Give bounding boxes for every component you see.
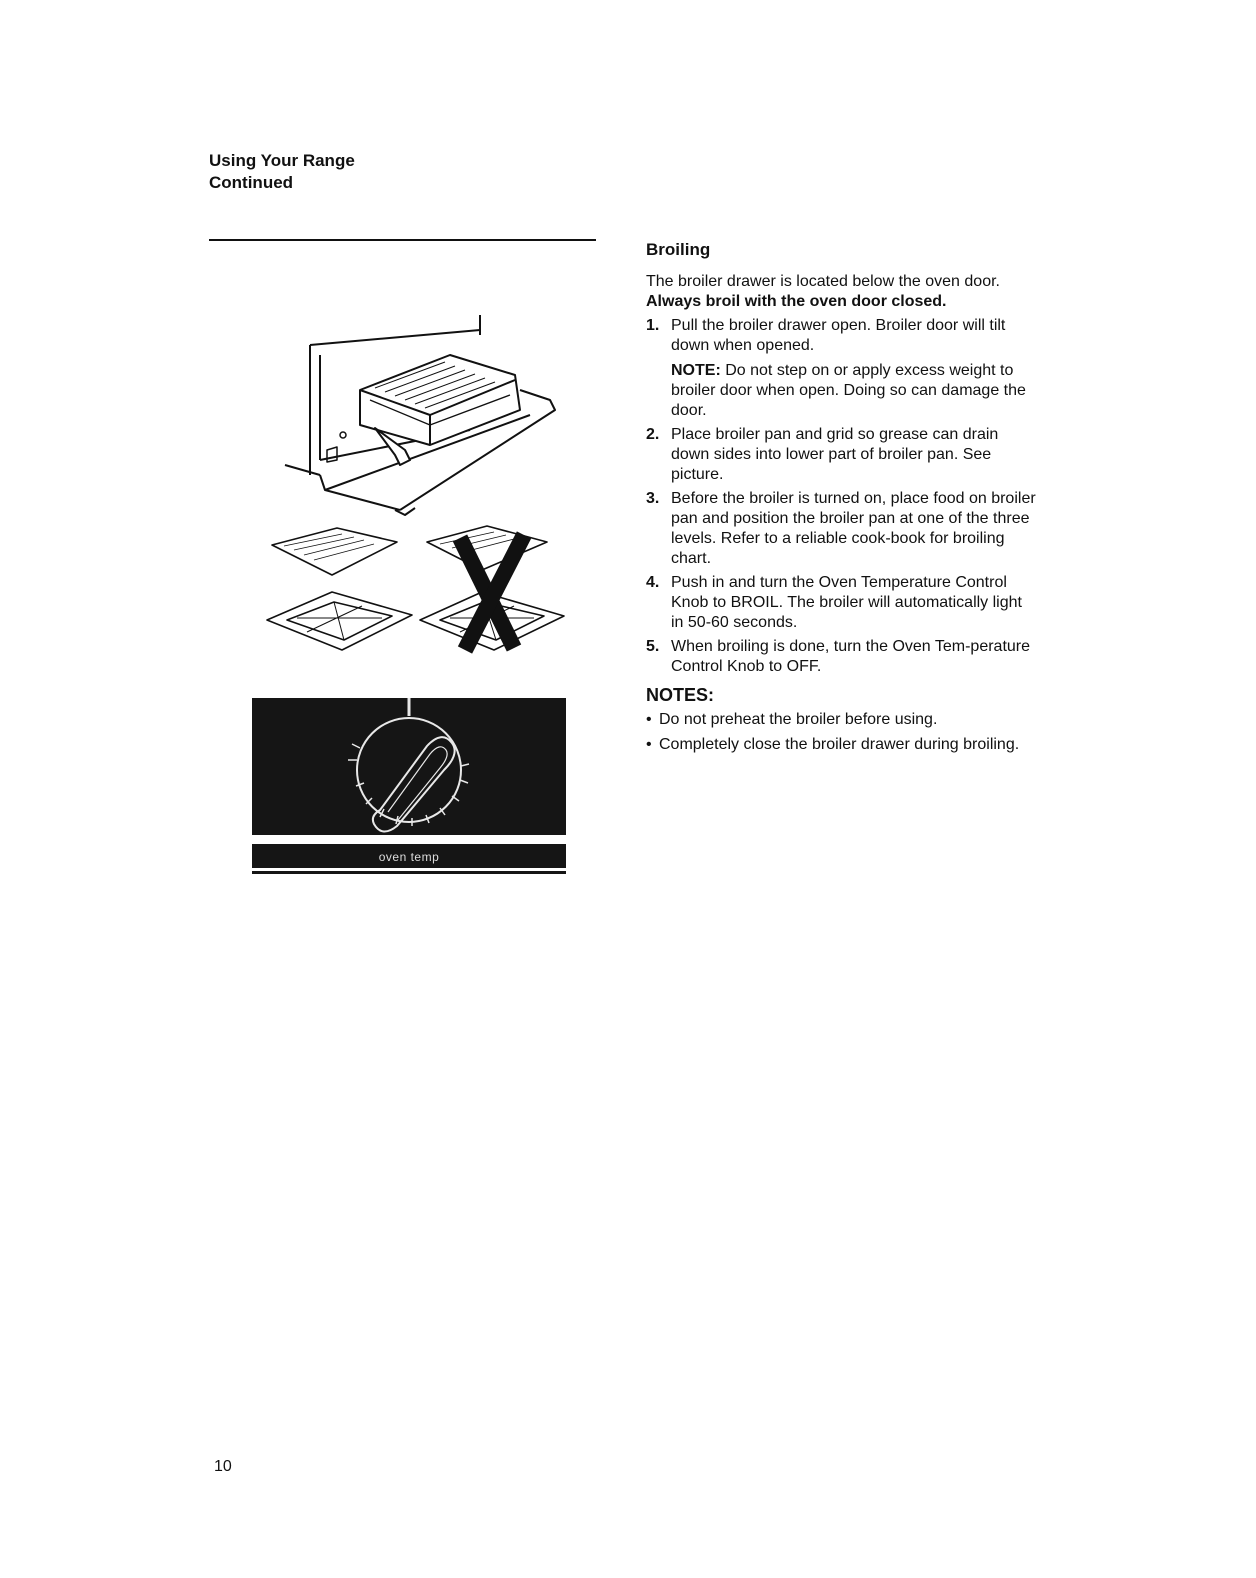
oven-temp-knob-panel bbox=[252, 698, 566, 835]
step-text: Before the broiler is turned on, place food on broiler pan and position the broiler pan at one of the three levels. Refer to a reliable cook-book for broiling chart. bbox=[671, 490, 1036, 567]
list-item bbox=[646, 425, 1038, 485]
oven-temp-knob-icon bbox=[252, 698, 566, 835]
note-label: NOTE: bbox=[671, 362, 721, 379]
step-number: 1. bbox=[646, 317, 660, 334]
header-subtitle: Continued bbox=[209, 173, 294, 192]
bullet-icon: • bbox=[646, 711, 652, 728]
step-text: Place broiler pan and grid so grease can drain down sides into lower part of broiler pan. See picture. bbox=[671, 426, 999, 483]
step-number: 4. bbox=[646, 574, 660, 591]
step-text: Pull the broiler drawer open. Broiler door will tilt down when opened. bbox=[671, 317, 1006, 354]
header-title: Using Your Range bbox=[209, 151, 355, 170]
broiling-section bbox=[646, 238, 1038, 760]
step-number: 2. bbox=[646, 426, 660, 443]
oven-temp-label: oven temp bbox=[252, 844, 566, 868]
intro-paragraph bbox=[646, 272, 1038, 312]
list-item bbox=[646, 637, 1038, 677]
step-number: 3. bbox=[646, 490, 660, 507]
steps-list bbox=[646, 316, 1038, 677]
intro-text: The broiler drawer is located below the oven door. bbox=[646, 273, 1000, 290]
note-text: Do not step on or apply excess weight to broiler door when open. Doing so can damage the door. bbox=[671, 362, 1026, 419]
list-item bbox=[646, 316, 1038, 421]
list-item bbox=[646, 710, 1038, 730]
broiler-drawer-illustration bbox=[280, 310, 560, 525]
page-header bbox=[209, 150, 355, 194]
section-divider bbox=[209, 239, 596, 241]
list-item bbox=[646, 735, 1038, 755]
note-item: Do not preheat the broiler before using. bbox=[659, 711, 938, 728]
broiler-pan-illustration bbox=[262, 520, 572, 660]
section-title: Broiling bbox=[646, 240, 711, 259]
list-item bbox=[646, 489, 1038, 569]
intro-warning: Always broil with the oven door closed. bbox=[646, 293, 947, 310]
step-text: Push in and turn the Oven Temperature Control Knob to BROIL. The broiler will automatically light in 50-60 seconds. bbox=[671, 574, 1022, 631]
step-number: 5. bbox=[646, 638, 660, 655]
note-item: Completely close the broiler drawer during broiling. bbox=[659, 736, 1020, 753]
page-number: 10 bbox=[214, 1458, 232, 1475]
step-text: When broiling is done, turn the Oven Tem-perature Control Knob to OFF. bbox=[671, 638, 1031, 675]
notes-list bbox=[646, 710, 1038, 755]
bullet-icon: • bbox=[646, 736, 652, 753]
notes-title: NOTES: bbox=[646, 685, 715, 705]
list-item bbox=[646, 573, 1038, 633]
oven-temp-underline bbox=[252, 871, 566, 874]
step-note bbox=[671, 361, 1038, 421]
